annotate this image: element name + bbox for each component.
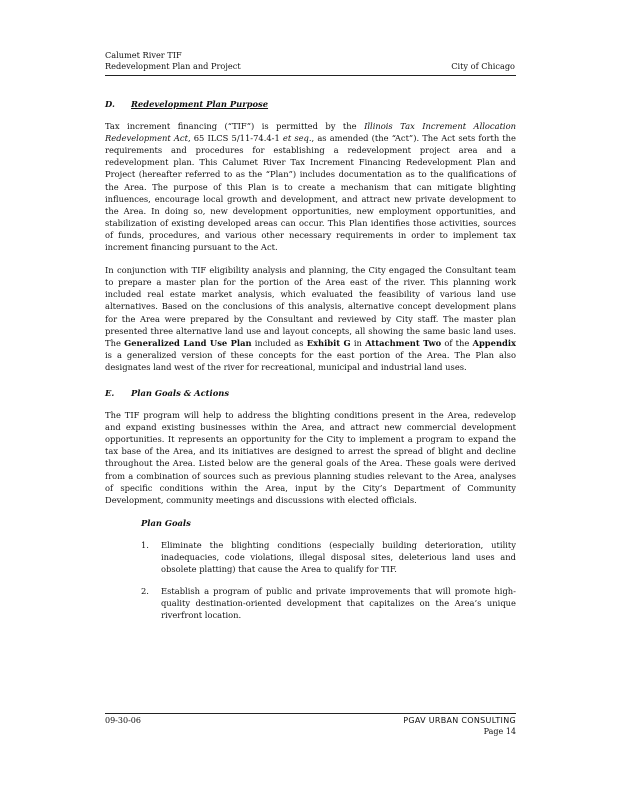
text-run: Tax increment financing (“TIF”) is permitted by the [105, 121, 365, 132]
attachment-ref: Attachment Two [365, 337, 442, 348]
footer-firm-name: PGAV URBAN CONSULTING [403, 716, 516, 725]
section-d-heading [105, 98, 516, 110]
plan-goals-list [105, 539, 516, 622]
list-item-text: Eliminate the blighting conditions (especially building deterioration, utility inadequacies, code violations, illegal disposal sites, deleterious land uses and obsolete platting) that cause the Area to qualify for TIF. [161, 539, 516, 575]
section-e-number: E. [105, 387, 115, 398]
text-run: included as [251, 337, 307, 348]
list-item-number: 1. [141, 539, 149, 550]
page-header [105, 50, 515, 71]
list-item-number: 2. [141, 586, 149, 597]
footer-date: 09-30-06 [105, 716, 141, 725]
section-d-number: D. [105, 99, 115, 109]
plan-goals-subheading: Plan Goals [141, 517, 191, 528]
land-use-plan-ref: Generalized Land Use Plan [124, 337, 252, 348]
header-city-name: City of Chicago [451, 60, 515, 71]
text-run: , 65 ILCS 5/11-74.4-1 [187, 133, 283, 144]
section-e-paragraph-1: The TIF program will help to address the blighting conditions present in the Area, redevelop and expand existing businesses within the Area, and attract new commercial development opportunities. It represents an opportunity for the City to implement a program to expand the tax base of the Area, and its initiatives are designed to arrest the spread of blight and decline throughout the Area. Listed below are the general goals of the Area. These goals were derived from a combination of sources such as previous planning studies relevant to the Area, analyses of specific conditions within the Area, input by the City’s Department of Community Development, community meetings and discussions with elected officials. [105, 410, 516, 505]
header-project-name: Calumet River TIF [105, 50, 182, 60]
header-divider [105, 75, 516, 76]
section-e-heading [105, 387, 516, 399]
section-d-title: Redevelopment Plan Purpose [131, 99, 269, 109]
list-item-text: Establish a program of public and private improvements that will promote high-quality destination-oriented development that capitalizes on the Area’s unique riverfront location. [161, 586, 516, 621]
section-d-paragraph-2 [105, 264, 516, 373]
footer-divider [105, 713, 516, 714]
list-item [105, 585, 516, 621]
act-name: Illinois Tax Increment Allocation Redevelopment Act [105, 121, 516, 144]
et-seq: et seq. [282, 133, 312, 144]
text-run: In conjunction with TIF eligibility analysis and planning, the City engaged the Consultant team to prepare a master plan for the portion of the Area east of the river. This planning work included real estate market analysis, which evaluated the feasibility of various land use alternatives. Based on the conclusions of this analysis, alternative concept development plans for the Area were prepared by the Consultant and reviewed by City staff. The master plan presented three alternative land use and layout concepts, all showing the same basic land uses. The [105, 265, 516, 348]
text-run: of the [441, 337, 473, 348]
footer-page-number: Page 14 [483, 727, 516, 736]
list-item [105, 539, 516, 575]
exhibit-ref: Exhibit G [306, 337, 351, 348]
text-run: is a generalized version of these concepts for the east portion of the Area. The Plan also designates land west of the river for recreational, municipal and industrial land uses. [105, 349, 516, 372]
text-run: , as amended (the “Act”). The Act sets forth the requirements and procedures for establishing a redevelopment project area and a redevelopment plan. This Calumet River Tax Increment Financing Redevelopment Plan and Project (hereafter referred to as the “Plan”) includes documentation as to the qualifications of the Area. The purpose of this Plan is to create a mechanism that can mitigate blighting influences, encourage local growth and development, and attract new private development to the Area. In doing so, new development opportunities, new employment opportunities, and stabilization of existing developed areas can occur. This Plan identifies those activities, sources of funds, procedures, and various other necessary requirements in order to implement tax increment financing pursuant to the Act. [105, 133, 516, 253]
page-body [105, 98, 516, 631]
text-run: in [350, 337, 366, 348]
section-d-paragraph-1 [105, 120, 516, 253]
header-document-title: Redevelopment Plan and Project [105, 60, 241, 71]
section-e-title: Plan Goals & Actions [131, 387, 230, 398]
appendix-ref: Appendix [472, 337, 516, 348]
